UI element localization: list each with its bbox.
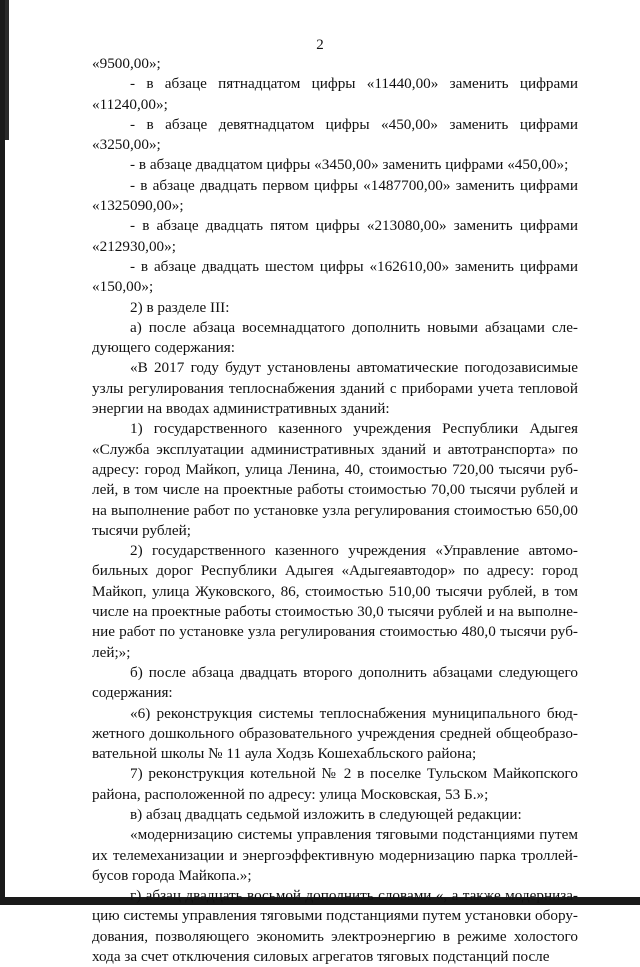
paragraph: «9500,00»; xyxy=(92,55,161,72)
paragraph: а) после абзаца восемнадцатого дополнить новыми абзацами сле-дующего содержания: xyxy=(92,318,578,357)
paragraph: «В 2017 году будут установлены автоматические погодозависимые узлы регулирования теплоснабжения зданий с приборами учета тепловой энергии на вводах административных зданий: xyxy=(92,359,578,418)
paragraph: г) абзац двадцать восьмой дополнить словами «, а также модерниза-цию системы управления тяговыми подстанциями путем установки обору-дования, позволяющего экономить электроэнергию в режиме холостого хода за счет отключения силовых агрегатов тяговых подстанций после xyxy=(92,887,578,966)
paragraph: - в абзаце двадцать первом цифры «1487700,00» заменить цифрами «1325090,00»; xyxy=(92,176,578,215)
paragraph: 7) реконструкция котельной № 2 в поселке Тульском Майкопского района, расположенной по адресу: улица Московская, 53 Б.»; xyxy=(92,765,578,803)
paragraph: 2) государственного казенного учреждения «Управление автомо-бильных дорог Республики Адыгея «Адыгеяавтодор» по адресу: город Майкоп, улица Жуковского, 86, стоимостью 510,00 тысячи рублей, в том числе на проектные работы стоимостью 30,0 тысячи рублей и на выполне-ние работ по установке узла регулирования стоимостью 480,0 тысячи руб-лей;»; xyxy=(92,542,578,661)
paragraph: - в абзаце девятнадцатом цифры «450,00» заменить цифрами «3250,00»; xyxy=(92,115,578,154)
paragraph: - в абзаце двадцать пятом цифры «213080,00» заменить цифрами «212930,00»; xyxy=(92,217,578,255)
paragraph: - в абзаце пятнадцатом цифры «11440,00» заменить цифрами «11240,00»; xyxy=(92,75,578,113)
paragraph: в) абзац двадцать седьмой изложить в следующей редакции: xyxy=(130,805,522,823)
paragraph: - в абзаце двадцать шестом цифры «162610,00» заменить цифрами «150,00»; xyxy=(92,257,578,296)
paragraph: «модернизацию системы управления тяговыми подстанциями путем их телемеханизации и энергоэффективную модернизацию парка троллей-бусов города Майкопа.»; xyxy=(92,826,578,884)
paragraph: 1) государственного казенного учреждения Республики Адыгея «Служба эксплуатации административных зданий и автотранспорта» по адресу: город Майкоп, улица Ленина, 40, стоимостью 720,00 тысячи руб-лей, в том числе на проектные работы стоимостью 70,00 тысячи рублей и на выполнение работ по установке узла регулирования стоимостью 650,00 тысячи рублей; xyxy=(92,420,578,539)
page-number: 2 xyxy=(316,37,324,53)
paragraph: «6) реконструкция системы теплоснабжения муниципального бюд-жетного дошкольного образовательного учреждения средней общеобразо-вательной школы № 11 аула Ходзь Кошехабльского района; xyxy=(92,704,578,763)
paragraph: - в абзаце двадцатом цифры «3450,00» заменить цифрами «450,00»; xyxy=(130,156,569,174)
document-body xyxy=(92,54,578,967)
scan-edge-left-shadow xyxy=(5,0,9,140)
paragraph: 2) в разделе III: xyxy=(130,298,230,316)
paragraph: б) после абзаца двадцать второго дополнить абзацами следующего содержания: xyxy=(92,663,578,702)
